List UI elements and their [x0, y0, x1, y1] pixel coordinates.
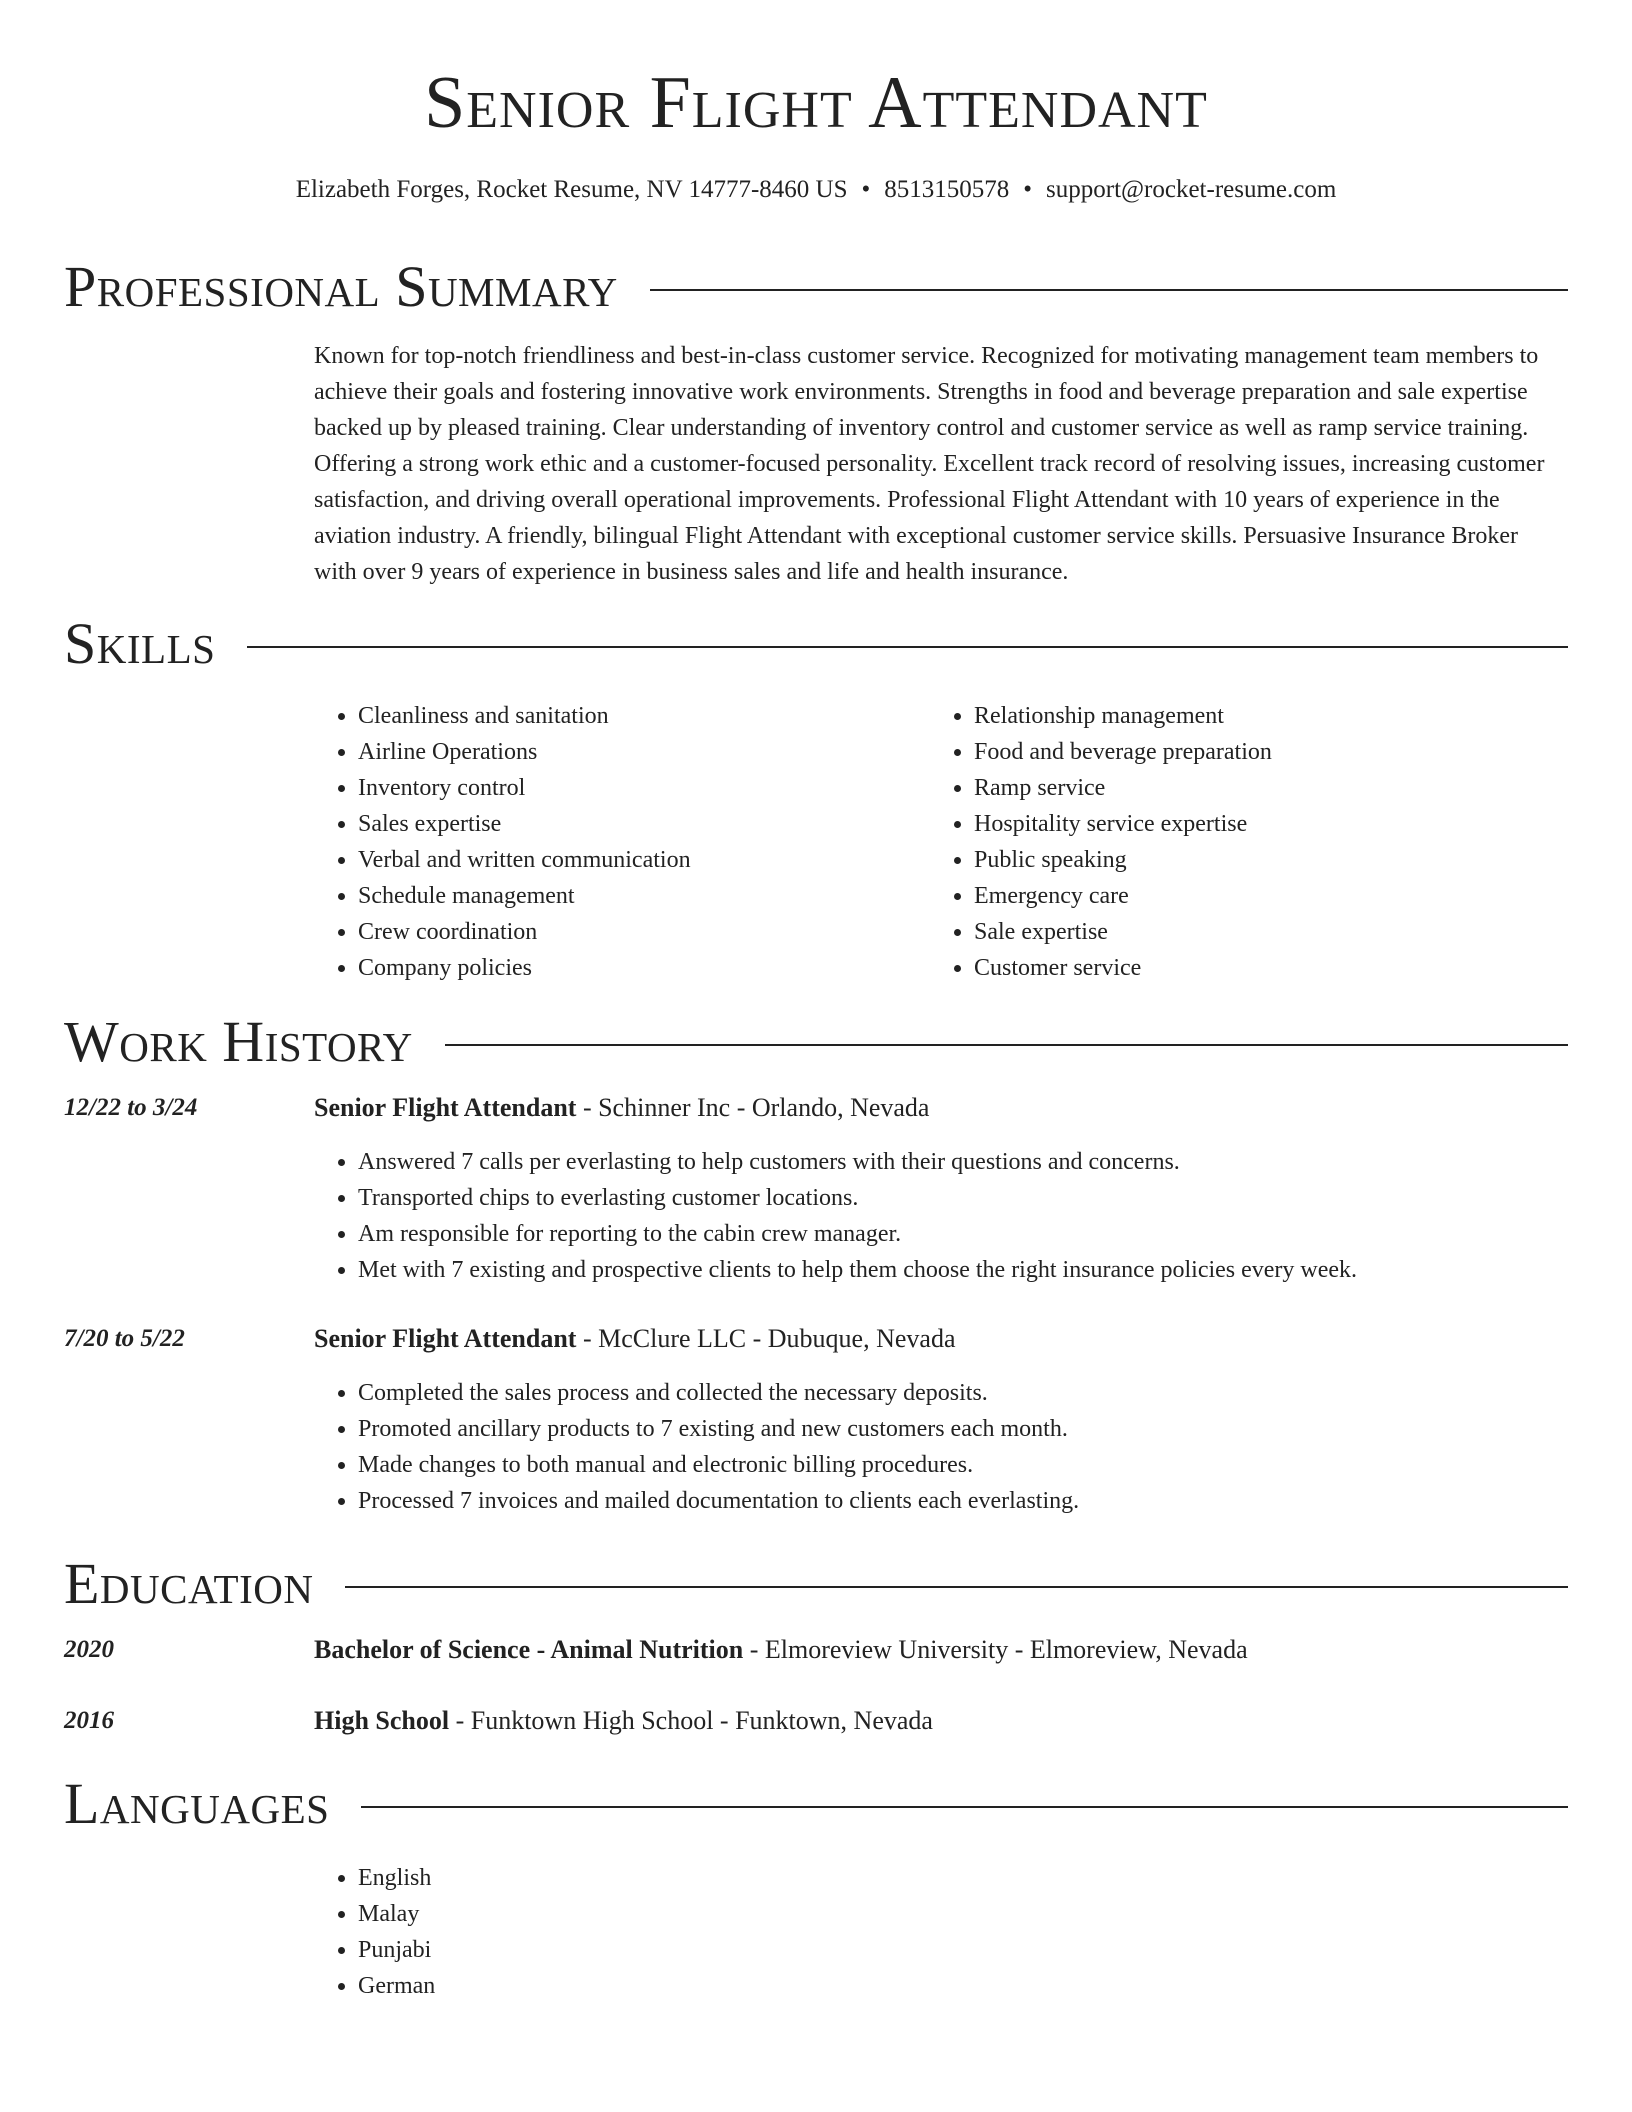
section-title-skills: Skills	[64, 611, 216, 676]
contact-separator: •	[1023, 176, 1033, 203]
skills-column-left	[314, 698, 691, 986]
languages-column	[314, 1860, 435, 2004]
skills-list-right	[930, 698, 1272, 986]
section-divider	[345, 1586, 1568, 1588]
work-employer: - Schinner Inc - Orlando, Nevada	[576, 1093, 930, 1122]
contact-email: support@rocket-resume.com	[1046, 176, 1337, 203]
work-title	[314, 1090, 929, 1126]
section-divider	[247, 646, 1568, 648]
summary-text: Known for top-notch friendliness and best-in-class customer service. Recognized for motivating management team members to achieve their goals and fostering innovative work environments. Strengths in food and beverage preparation and sale expertise backed up by pleased training. Clear understanding of inventory control and customer service as well as ramp service training. Offering a strong work ethic and a customer-focused personality. Excellent track record of resolving issues, increasing customer satisfaction, and driving overall operational improvements. Professional Flight Attendant with 10 years of experience in the aviation industry. A friendly, bilingual Flight Attendant with exceptional customer service skills. Persuasive Insurance Broker with over 9 years of experience in business sales and life and health insurance.	[314, 343, 1545, 585]
skill-item: • Inventory control	[358, 770, 691, 806]
contact-phone: 8513150578	[884, 176, 1010, 203]
skill-item: • Schedule management	[358, 878, 691, 914]
skill-item: • Ramp service	[974, 770, 1272, 806]
work-bullet: • Promoted ancillary products to 7 existing and new customers each month.	[358, 1411, 1079, 1447]
section-title-languages: Languages	[64, 1771, 330, 1836]
skill-item: • Crew coordination	[358, 914, 691, 950]
work-bullet: • Met with 7 existing and prospective clients to help them choose the right insurance policies every week.	[358, 1252, 1357, 1288]
skills-list-left	[314, 698, 691, 986]
language-item: • German	[358, 1968, 435, 2004]
work-bullet: • Made changes to both manual and electronic billing procedures.	[358, 1447, 1079, 1483]
section-header-languages	[64, 1770, 1568, 1838]
section-header-summary	[64, 253, 1568, 321]
work-date: 7/20 to 5/22	[64, 1325, 185, 1352]
work-bullet: • Answered 7 calls per everlasting to help customers with their questions and concerns.	[358, 1144, 1357, 1180]
skills-column-right	[930, 698, 1272, 986]
education-degree: Bachelor of Science - Animal Nutrition	[314, 1635, 744, 1664]
contact-line	[0, 174, 1632, 206]
section-header-work	[64, 1008, 1568, 1076]
section-title-education: Education	[64, 1551, 314, 1616]
language-item: • English	[358, 1860, 435, 1896]
skill-item: • Food and beverage preparation	[974, 734, 1272, 770]
work-date: 12/22 to 3/24	[64, 1094, 198, 1121]
education-degree: High School	[314, 1706, 450, 1735]
work-title	[314, 1321, 956, 1357]
skill-item: • Customer service	[974, 950, 1272, 986]
work-bullet: • Completed the sales process and collected the necessary deposits.	[358, 1375, 1079, 1411]
contact-separator: •	[861, 176, 871, 203]
education-title	[314, 1632, 1248, 1668]
language-item: • Punjabi	[358, 1932, 435, 1968]
skill-item: • Hospitality service expertise	[974, 806, 1272, 842]
skill-item: • Company policies	[358, 950, 691, 986]
work-bullet: • Processed 7 invoices and mailed documentation to clients each everlasting.	[358, 1483, 1079, 1519]
skill-item: • Relationship management	[974, 698, 1272, 734]
skill-item: • Verbal and written communication	[358, 842, 691, 878]
section-divider	[445, 1044, 1568, 1046]
skill-item: • Airline Operations	[358, 734, 691, 770]
section-title-work: Work History	[64, 1009, 413, 1074]
education-date: 2016	[64, 1707, 114, 1734]
education-title	[314, 1703, 933, 1739]
work-bullet-list	[314, 1375, 1079, 1519]
skill-item: • Sale expertise	[974, 914, 1272, 950]
skill-item: • Sales expertise	[358, 806, 691, 842]
education-school: - Funktown High School - Funktown, Nevada	[449, 1706, 933, 1735]
work-bullet: • Am responsible for reporting to the cabin crew manager.	[358, 1216, 1357, 1252]
work-bullet-list	[314, 1144, 1357, 1288]
skill-item: • Emergency care	[974, 878, 1272, 914]
skill-item: • Cleanliness and sanitation	[358, 698, 691, 734]
resume-title: Senior Flight Attendant	[424, 62, 1208, 144]
work-role: Senior Flight Attendant	[314, 1324, 577, 1353]
languages-list	[314, 1860, 435, 2004]
work-bullets	[314, 1144, 1357, 1288]
work-bullet: • Transported chips to everlasting customer locations.	[358, 1180, 1357, 1216]
section-header-skills	[64, 610, 1568, 678]
education-school: - Elmoreview University - Elmoreview, Nevada	[743, 1635, 1248, 1664]
contact-address: Elizabeth Forges, Rocket Resume, NV 14777-8460 US	[295, 176, 848, 203]
skill-item: • Public speaking	[974, 842, 1272, 878]
section-divider	[361, 1806, 1568, 1808]
section-title-summary: Professional Summary	[64, 254, 618, 319]
work-bullets	[314, 1375, 1079, 1519]
work-employer: - McClure LLC - Dubuque, Nevada	[576, 1324, 956, 1353]
education-date: 2020	[64, 1636, 114, 1663]
section-header-education	[64, 1550, 1568, 1618]
section-divider	[650, 289, 1568, 291]
language-item: • Malay	[358, 1896, 435, 1932]
work-role: Senior Flight Attendant	[314, 1093, 577, 1122]
